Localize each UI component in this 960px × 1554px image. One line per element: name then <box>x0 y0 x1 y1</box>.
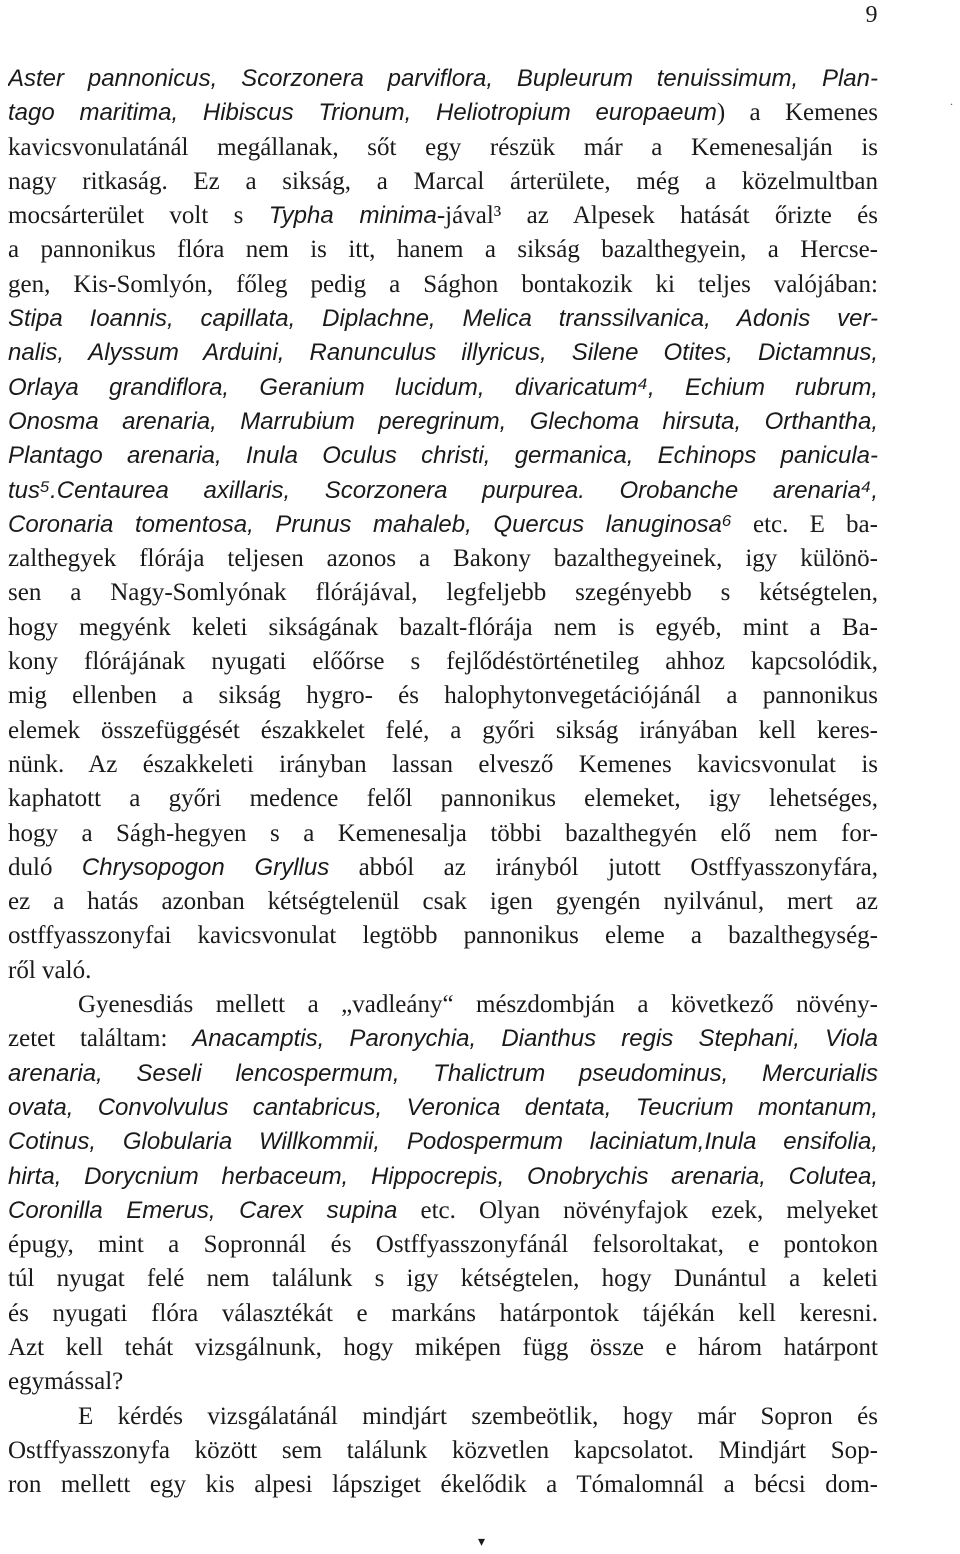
text-line <box>8 1160 878 1194</box>
text-line <box>8 782 878 816</box>
text-line <box>8 988 878 1022</box>
text-line <box>8 131 878 165</box>
text-run: gen, Kis-Somlyón, főleg pedig a Sághon bontakozik ki teljes valójában: <box>8 270 878 298</box>
text-run: sen a Nagy-Somlyónak flórájával, legfeljebb szegényebb s kétségtelen, <box>8 579 878 607</box>
text-line <box>8 1228 878 1262</box>
text-line <box>8 405 878 439</box>
text-line <box>8 1297 878 1331</box>
text-line <box>8 714 878 748</box>
text-line <box>8 954 878 988</box>
text-run: -jával³ az Alpesek hatását őrizte és <box>436 202 878 230</box>
text-line <box>8 645 878 679</box>
text-line <box>8 1468 878 1502</box>
italic-species-name: Chrysopogon Gryllus <box>81 853 330 881</box>
text-run: nünk. Az északkeleti irányban lassan elvesző Kemenes kavicsvonulat is <box>8 750 878 778</box>
text-line <box>8 336 878 370</box>
text-run: ostffyasszonyfai kavicsvonulat legtöbb pannonikus eleme a bazalthegység- <box>8 922 878 950</box>
italic-species-name: Plantago arenaria, Inula Oculus christi, germanica, Echinops panicula- <box>8 442 878 470</box>
text-run: kaphatott a győri medence felől pannonikus elemeket, igy lehetséges, <box>8 785 878 813</box>
text-run: kony flórájának nyugati előőrse s fejlődéstörténetileg ahhoz kapcsolódik, <box>8 648 878 676</box>
italic-species-name: Anacamptis, Paronychia, Dianthus regis Stephani, Viola <box>192 1025 878 1053</box>
italic-species-name: Aster pannonicus, Scorzonera parviflora, Bupleurum tenuissimum, Plan- <box>8 65 878 92</box>
italic-species-name: Coronilla Emerus, Carex supina <box>8 1196 398 1224</box>
text-line <box>8 268 878 302</box>
italic-species-name: tus⁵.Centaurea axillaris, Scorzonera purpurea. Orobanche arenaria⁴, <box>8 476 878 504</box>
italic-species-name: Stipa Ioannis, capillata, Diplachne, Melica transsilvanica, Adonis ver- <box>8 305 878 333</box>
text-line <box>8 233 878 267</box>
text-line <box>8 371 878 405</box>
text-line <box>8 919 878 953</box>
margin-mark: . <box>950 94 953 108</box>
text-line <box>8 439 878 473</box>
body-text <box>8 62 878 1502</box>
italic-species-name: Coronaria tomentosa, Prunus mahaleb, Quercus lanuginosa⁶ <box>8 510 732 538</box>
italic-species-name: arenaria, Seseli lencospermum, Thalictrum pseudominus, Mercurialis <box>8 1059 878 1087</box>
text-run: ) a Kemenes <box>716 99 878 127</box>
text-line <box>8 165 878 199</box>
italic-species-name: hirta, Dorycnium herbaceum, Hippocrepis, Onobrychis arenaria, Colutea, <box>8 1162 878 1190</box>
text-line <box>8 302 878 336</box>
text-line <box>8 199 878 233</box>
text-line <box>8 1365 878 1399</box>
text-run: Ostffyasszonyfa között sem találunk közvetlen kapcsolatot. Mindjárt Sop- <box>8 1436 878 1464</box>
text-run: ez a hatás azonban kétségtelenül csak igen gyengén nyilvánul, mert az <box>8 888 878 916</box>
text-line <box>8 474 878 508</box>
text-run: ről való. <box>8 956 92 984</box>
text-run: zalthegyek flórája teljesen azonos a Bakony bazalthegyeinek, igy különö- <box>8 545 878 573</box>
text-line <box>8 1400 878 1434</box>
text-run: Gyenesdiás mellett a „vadleány“ mészdombján a következő növény- <box>78 991 878 1019</box>
text-line <box>8 62 878 96</box>
text-run: nagy ritkaság. Ez a sikság, a Marcal árterülete, még a közelmultban <box>8 167 878 195</box>
text-run: épugy, mint a Sopronnál és Ostffyasszonyfánál felsoroltakat, e pontokon <box>8 1231 878 1259</box>
text-run: Azt kell tehát vizsgálnunk, hogy miképen függ össze e három határpont <box>8 1333 878 1361</box>
italic-species-name: Cotinus, Globularia Willkommii, Podospermum laciniatum,Inula ensifolia, <box>8 1128 878 1156</box>
italic-species-name: Onosma arenaria, Marrubium peregrinum, Glechoma hirsuta, Orthantha, <box>8 407 878 435</box>
text-line <box>8 542 878 576</box>
text-run: mig ellenben a sikság hygro- és halophytonvegetációjánál a pannonikus <box>8 682 878 710</box>
text-run: zetet találtam: <box>8 1025 193 1053</box>
text-line <box>8 817 878 851</box>
text-run: és nyugati flóra választékát e markáns határpontok tájékán kell keresni. <box>8 1299 878 1327</box>
text-line <box>8 576 878 610</box>
text-line <box>8 611 878 645</box>
text-run: hogy a Ságh-hegyen s a Kemenesalja többi bazalthegyén elő nem for- <box>8 819 878 847</box>
text-run: kavicsvonulatánál megállanak, sőt egy részük már a Kemenesalján is <box>8 133 878 161</box>
text-line <box>8 885 878 919</box>
text-run: ron mellett egy kis alpesi lápsziget ékelődik a Tómalomnál a bécsi dom- <box>8 1471 878 1499</box>
text-line <box>8 96 878 130</box>
text-run: hogy megyénk keleti sikságának bazalt-flórája nem is egyéb, mint a Ba- <box>8 613 878 641</box>
text-line <box>8 1262 878 1296</box>
text-run: túl nyugat felé nem találunk s igy kétségtelen, hogy Dunántul a keleti <box>8 1265 878 1293</box>
text-run: mocsárterület volt s <box>8 202 269 230</box>
text-line <box>8 1125 878 1159</box>
text-run: etc. Olyan növényfajok ezek, melyeket <box>397 1196 878 1224</box>
text-line <box>8 851 878 885</box>
text-run: duló <box>8 853 82 881</box>
italic-species-name: nalis, Alyssum Arduini, Ranunculus illyricus, Silene Otites, Dictamnus, <box>8 339 878 367</box>
text-line <box>8 1091 878 1125</box>
text-line <box>8 1057 878 1091</box>
text-run: E kérdés vizsgálatánál mindjárt szembeötlik, hogy már Sopron és <box>78 1402 878 1430</box>
text-line <box>8 1194 878 1228</box>
text-run: egymással? <box>8 1368 124 1396</box>
text-run: elemek összefüggését északkelet felé, a győri sikság irányában kell keres- <box>8 716 878 744</box>
footer-mark: ▾ <box>478 1535 486 1550</box>
text-line <box>8 1434 878 1468</box>
text-line <box>8 748 878 782</box>
text-run: abból az irányból jutott Ostffyasszonyfára, <box>329 853 878 881</box>
text-line <box>8 1022 878 1056</box>
text-line <box>8 508 878 542</box>
italic-species-name: Typha minima <box>268 202 437 230</box>
italic-species-name: Orlaya grandiflora, Geranium lucidum, divaricatum⁴, Echium rubrum, <box>8 373 878 401</box>
text-line <box>8 679 878 713</box>
text-line <box>8 1331 878 1365</box>
italic-species-name: tago maritima, Hibiscus Trionum, Heliotropium europaeum <box>8 99 717 127</box>
italic-species-name: ovata, Convolvulus cantabricus, Veronica dentata, Teucrium montanum, <box>8 1093 878 1121</box>
text-run: etc. E ba- <box>731 510 878 538</box>
page-number: 9 <box>865 2 878 28</box>
text-run: a pannonikus flóra nem is itt, hanem a sikság bazalthegyein, a Hercse- <box>8 236 878 264</box>
